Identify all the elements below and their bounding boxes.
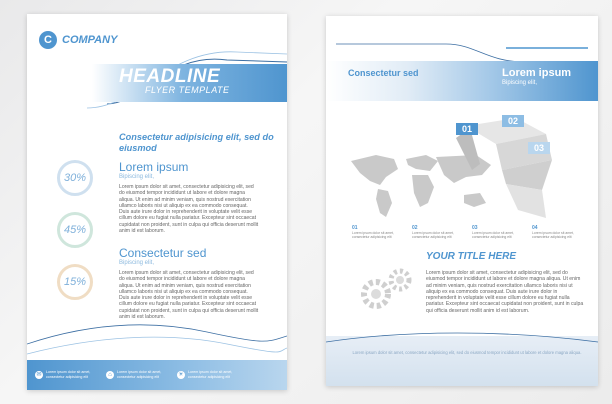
footer-contact-item [106, 370, 167, 379]
lightbulb-icon: ☀ [178, 372, 184, 378]
stat-circle-3 [57, 264, 93, 300]
footer-contact-item [35, 370, 96, 379]
band-title: Lorem ipsum [502, 67, 572, 79]
step-item [532, 225, 576, 239]
your-title-heading: YOUR TITLE HERE [426, 251, 517, 262]
step-number: 04 [532, 225, 538, 231]
footer-contacts [35, 370, 238, 379]
stat-value: 15% [63, 276, 87, 288]
steps-row [352, 225, 576, 239]
section-consectetur-sed [119, 246, 259, 322]
footer-text: Lorem ipsum dolor sit amet, consectetur adipisicing elit [188, 370, 233, 379]
company-logo-icon: C [39, 31, 57, 49]
stat-value: 30% [63, 172, 87, 184]
section-title: Consectetur sed [119, 246, 207, 260]
section-lorem-ipsum [119, 160, 259, 236]
step-box-01: 01 [456, 123, 478, 135]
flyer-front-page [27, 14, 287, 390]
company-name: COMPANY [62, 34, 118, 46]
step-text: Lorem ipsum dolor sit amet, consectetur adipisicing elit [472, 231, 514, 240]
step-number: 02 [412, 225, 418, 231]
intro-heading: Consectetur adipisicing elit, sed do eiusmod [119, 132, 274, 153]
stat-value: 45% [63, 224, 87, 236]
gears-icon [356, 264, 416, 314]
section-subtitle: Bipiscing elit, [119, 260, 155, 266]
footer-swoosh-lines [27, 314, 287, 364]
footer-text: Lorem ipsum dolor sit amet, consectetur adipisicing elit, sed do eiusmod tempor incididunt ut labore et dolore magna aliqua. [352, 350, 582, 355]
mail-icon: ✉ [36, 372, 42, 378]
band-left-label: Consectetur sed [348, 68, 419, 78]
your-title-body: Lorem ipsum dolor sit amet, consectetur adipisicing elit, sed do eiusmod tempor incididunt ut labore et dolore magna aliqua. Ut enim ad minim veniam, quis nostrud exercitation ullamco laboris nisi ut aliquip ex ea commodo consequat. Duis aute irure dolor in reprehenderit in voluptate velit esse cillum dolore eu fugiat nulla pariatur. Excepteur sint occaecat cupidatat non proident, sunt in culpa qui officia deserunt mollit anim id est laborum. [426, 270, 584, 314]
step-text: Lorem ipsum dolor sit amet, consectetur adipisicing elit [412, 231, 454, 240]
step-number: 01 [352, 225, 358, 231]
step-text: Lorem ipsum dolor sit amet, consectetur adipisicing elit [532, 231, 574, 240]
globe-icon: ⌂ [106, 371, 114, 379]
footer-contact-item [177, 370, 238, 379]
step-item [412, 225, 456, 239]
section-subtitle: Bipiscing elit, [119, 174, 155, 180]
step-box-03: 03 [528, 142, 550, 154]
step-number: 03 [472, 225, 478, 231]
flyer-inner-page [326, 16, 598, 386]
footer-text: Lorem ipsum dolor sit amet, consectetur adipisicing elit [117, 370, 162, 379]
section-title: Lorem ipsum [119, 160, 189, 174]
section-body: Lorem ipsum dolor sit amet, consectetur adipisicing elit, sed do eiusmod tempor incididunt ut labore et dolore magna aliqua. Ut enim ad minim veniam, quis nostrud exercitation ullamco laboris nisi ut aliquip ex ea commodo consequat. Duis aute irure dolor in reprehenderit in voluptate velit esse cillum dolore eu fugiat nulla pariatur. Excepteur sint occaecat cupidatat non proident, sunt in culpa qui officia deserunt mollit anim id est laborum. [119, 270, 259, 321]
step-item [472, 225, 516, 239]
footer-text: Lorem ipsum dolor sit amet, consectetur adipisicing elit [46, 370, 91, 379]
headline: HEADLINE [119, 66, 221, 87]
step-text: Lorem ipsum dolor sit amet, consectetur adipisicing elit [352, 231, 394, 240]
step-item [352, 225, 396, 239]
section-body: Lorem ipsum dolor sit amet, consectetur adipisicing elit, sed do eiusmod tempor incididunt ut labore et dolore magna aliqua. Ut enim ad minim veniam, quis nostrud exercitation ullamco laboris nisi ut aliquip ex ea commodo consequat. Duis aute irure dolor in reprehenderit in voluptate velit esse cillum dolore eu fugiat nulla pariatur. Excepteur sint occaecat cupidatat non proident, sunt in culpa qui officia deserunt mollit anim id est laborum. [119, 184, 259, 235]
stat-circle-1 [57, 160, 93, 196]
flyer-template-subtitle: FLYER TEMPLATE [145, 85, 230, 95]
stat-circle-2 [57, 212, 93, 248]
band-subtitle: Bipiscing elit, [502, 80, 538, 86]
footer-swoosh-lines [326, 328, 598, 352]
step-box-02: 02 [502, 115, 524, 127]
